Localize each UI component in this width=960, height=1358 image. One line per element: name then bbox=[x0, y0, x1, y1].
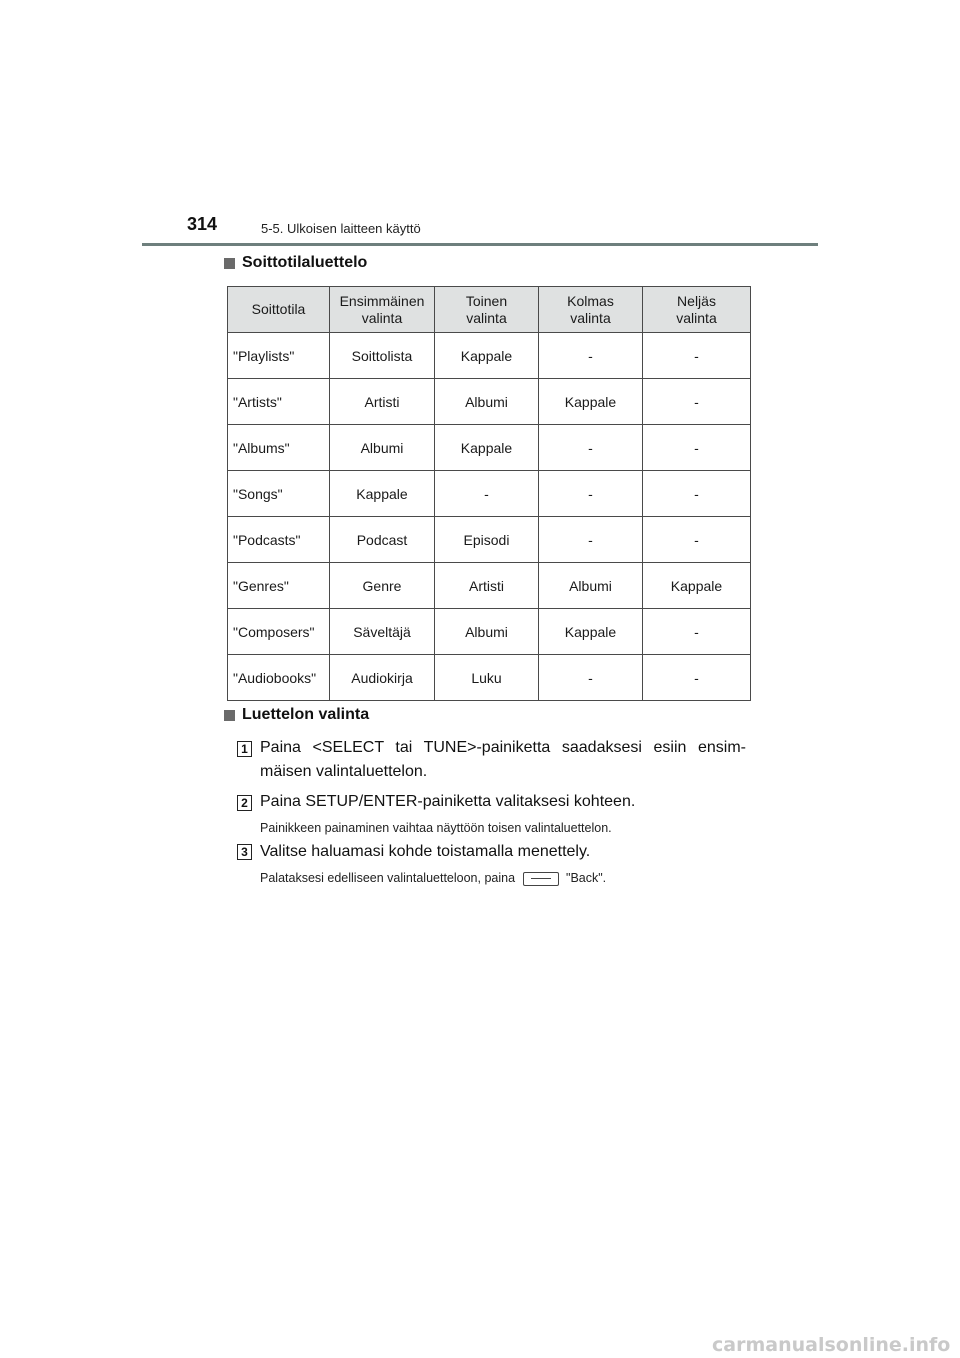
table-cell: Kappale bbox=[330, 471, 435, 517]
table-cell: - bbox=[539, 425, 643, 471]
back-button-icon bbox=[523, 872, 559, 886]
table-cell: Kappale bbox=[643, 563, 751, 609]
table-cell: - bbox=[643, 471, 751, 517]
table-row bbox=[228, 379, 751, 425]
heading-text: Luettelon valinta bbox=[242, 706, 370, 723]
step-2-text: Paina SETUP/ENTER-painiketta valitaksesi kohteen. bbox=[260, 793, 636, 810]
table-cell: "Songs" bbox=[228, 471, 330, 517]
step-3-note bbox=[260, 871, 606, 886]
table-cell: Albumi bbox=[330, 425, 435, 471]
step-1-line-2: mäisen valintaluettelon. bbox=[260, 763, 428, 780]
heading-text: Soittotilaluettelo bbox=[242, 254, 368, 271]
table-cell: Podcast bbox=[330, 517, 435, 563]
step-number-1: 1 bbox=[237, 741, 252, 757]
square-bullet-icon bbox=[224, 258, 235, 269]
table-row bbox=[228, 517, 751, 563]
table-cell: "Audiobooks" bbox=[228, 655, 330, 701]
table-row bbox=[228, 609, 751, 655]
table-cell: Soittolista bbox=[330, 333, 435, 379]
table-cell: Artisti bbox=[330, 379, 435, 425]
table-cell: Albumi bbox=[435, 379, 539, 425]
step-number-3: 3 bbox=[237, 844, 252, 860]
table-cell: Luku bbox=[435, 655, 539, 701]
table-cell: "Podcasts" bbox=[228, 517, 330, 563]
table-header-cell: Ensimmäinen valinta bbox=[330, 287, 435, 333]
table-row bbox=[228, 563, 751, 609]
table-cell: - bbox=[643, 333, 751, 379]
table-cell: "Artists" bbox=[228, 379, 330, 425]
table-cell: - bbox=[643, 609, 751, 655]
table-cell: - bbox=[643, 425, 751, 471]
note-text-after: "Back". bbox=[566, 871, 607, 885]
section-title: 5-5. Ulkoisen laitteen käyttö bbox=[261, 221, 421, 236]
heading-list-selection bbox=[224, 706, 369, 724]
table-header-row bbox=[228, 287, 751, 333]
table-cell: Kappale bbox=[539, 609, 643, 655]
table-header-cell: Soittotila bbox=[228, 287, 330, 333]
table-row bbox=[228, 471, 751, 517]
heading-playback-list bbox=[224, 254, 367, 272]
table-header-cell: Neljäs valinta bbox=[643, 287, 751, 333]
table-cell: - bbox=[539, 471, 643, 517]
table-row bbox=[228, 655, 751, 701]
table-row bbox=[228, 333, 751, 379]
table-cell: - bbox=[643, 517, 751, 563]
table-cell: Albumi bbox=[539, 563, 643, 609]
table-cell: Säveltäjä bbox=[330, 609, 435, 655]
table-cell: Genre bbox=[330, 563, 435, 609]
table-cell: "Genres" bbox=[228, 563, 330, 609]
playback-mode-table bbox=[227, 286, 751, 701]
note-text-before: Palataksesi edelliseen valintaluetteloon, paina bbox=[260, 871, 516, 885]
table-cell: - bbox=[539, 517, 643, 563]
table-cell: Albumi bbox=[435, 609, 539, 655]
table-cell: Episodi bbox=[435, 517, 539, 563]
step-1-line-1: Paina <SELECT tai TUNE>-painiketta saadaksesi esiin ensim- bbox=[260, 739, 746, 756]
table-header-cell: Kolmas valinta bbox=[539, 287, 643, 333]
watermark: carmanualsonline.info bbox=[712, 1334, 951, 1356]
table-cell: - bbox=[435, 471, 539, 517]
table-row bbox=[228, 425, 751, 471]
step-2-note: Painikkeen painaminen vaihtaa näyttöön toisen valintaluettelon. bbox=[260, 821, 612, 835]
table-cell: - bbox=[539, 333, 643, 379]
table-cell: Artisti bbox=[435, 563, 539, 609]
table-cell: Kappale bbox=[539, 379, 643, 425]
step-3-text: Valitse haluamasi kohde toistamalla menettely. bbox=[260, 843, 591, 860]
table-cell: - bbox=[539, 655, 643, 701]
table-cell: Kappale bbox=[435, 333, 539, 379]
table-cell: Audiokirja bbox=[330, 655, 435, 701]
step-number-2: 2 bbox=[237, 795, 252, 811]
table-cell: "Albums" bbox=[228, 425, 330, 471]
table-cell: "Playlists" bbox=[228, 333, 330, 379]
table-cell: "Composers" bbox=[228, 609, 330, 655]
header-rule bbox=[142, 243, 818, 246]
table-header-cell: Toinen valinta bbox=[435, 287, 539, 333]
square-bullet-icon bbox=[224, 710, 235, 721]
table-cell: Kappale bbox=[435, 425, 539, 471]
page-number: 314 bbox=[187, 214, 218, 234]
table-cell: - bbox=[643, 655, 751, 701]
table-cell: - bbox=[643, 379, 751, 425]
